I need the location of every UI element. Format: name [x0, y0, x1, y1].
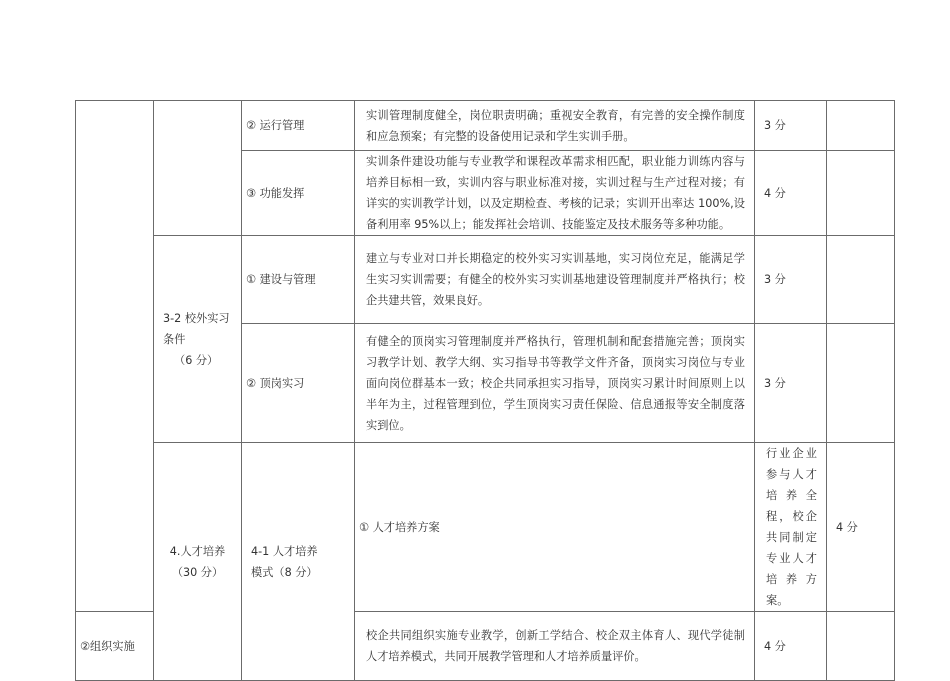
remarks-cell [827, 236, 895, 324]
score-cell: 4 分 [827, 443, 895, 612]
remarks-cell [827, 324, 895, 443]
category-cell-4 [154, 443, 242, 681]
score-cell: 3 分 [755, 324, 827, 443]
category-cell-blank [76, 101, 154, 612]
score-cell: 4 分 [755, 151, 827, 236]
subcategory-score: （6 分） [174, 353, 219, 367]
item-cell: ② 运行管理 [242, 101, 355, 151]
subcategory-label-line1: 3-2 校外实习 [163, 311, 230, 325]
description-cell: 行业企业参与人才培养全程，校企共同制定专业人才培养方案。 [755, 443, 827, 612]
subcategory-cell-blank [154, 101, 242, 236]
item-cell: ②组织实施 [76, 612, 154, 681]
remarks-cell [827, 101, 895, 151]
subcategory-cell-4-1 [242, 443, 355, 681]
evaluation-table [75, 100, 895, 681]
subcategory-label-line2: 条件 [163, 332, 186, 346]
description-cell: 实训管理制度健全，岗位职责明确；重视安全教育，有完善的安全操作制度和应急预案；有完整的设备使用记录和学生实训手册。 [355, 101, 755, 151]
item-cell: ① 人才培养方案 [355, 443, 755, 612]
item-cell: ② 顶岗实习 [242, 324, 355, 443]
item-cell: ③ 功能发挥 [242, 151, 355, 236]
subcategory-label-line1: 4-1 人才培养 [251, 544, 318, 558]
score-cell: 3 分 [755, 101, 827, 151]
description-cell: 校企共同组织实施专业教学，创新工学结合、校企双主体育人、现代学徒制人才培养模式，共同开展教学管理和人才培养质量评价。 [355, 612, 755, 681]
item-cell: ① 建设与管理 [242, 236, 355, 324]
remarks-cell [827, 151, 895, 236]
description-cell: 实训条件建设功能与专业教学和课程改革需求相匹配，职业能力训练内容与培养目标相一致，实训内容与职业标准对接，实训过程与生产过程对接；有详实的实训教学计划，以及定期检查、考核的记录；实训开出率达 100%,设备利用率 95%以上；能发挥社会培训、技能鉴定及技术服务等多种功能。 [355, 151, 755, 236]
category-score: （30 分） [171, 565, 224, 579]
table-row [76, 236, 895, 324]
subcategory-cell-3-2 [154, 236, 242, 443]
category-label: 4.人才培养 [169, 544, 226, 558]
remarks-cell [827, 612, 895, 681]
table-row [76, 101, 895, 151]
subcategory-label-line2: 模式（8 分） [251, 565, 318, 579]
description-cell: 建立与专业对口并长期稳定的校外实习实训基地，实习岗位充足，能满足学生实习实训需要；有健全的校外实习实训基地建设管理制度并严格执行；校企共建共管，效果良好。 [355, 236, 755, 324]
score-cell: 4 分 [755, 612, 827, 681]
description-cell: 有健全的顶岗实习管理制度并严格执行，管理机制和配套措施完善；顶岗实习教学计划、教学大纲、实习指导书等教学文件齐备，顶岗实习岗位与专业面向岗位群基本一致；校企共同承担实习指导，顶岗实习累计时间原则上以半年为主，过程管理到位，学生顶岗实习责任保险、信息通报等安全制度落实到位。 [355, 324, 755, 443]
table-row [76, 443, 895, 612]
score-cell: 3 分 [755, 236, 827, 324]
